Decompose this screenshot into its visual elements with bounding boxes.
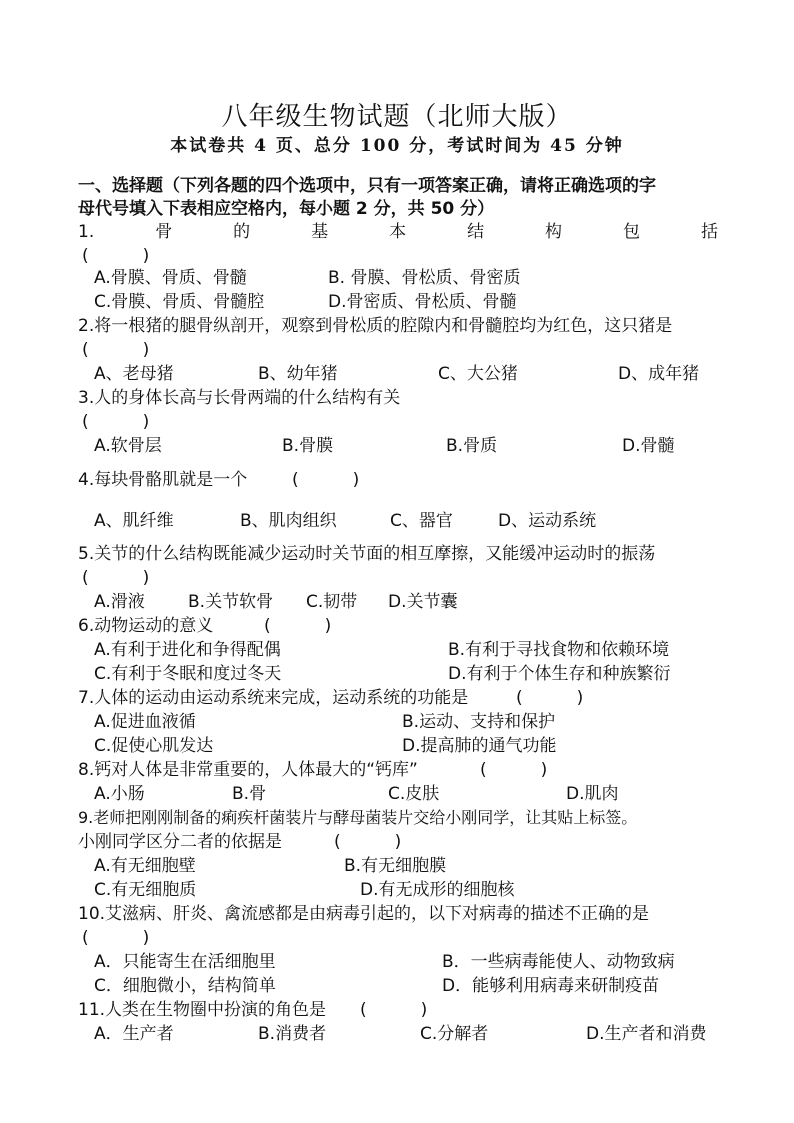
- q2-option-c: C、大公猪: [438, 364, 518, 384]
- q4-option-d: D、运动系统: [498, 511, 597, 531]
- question-9-stem: 9.老师把刚刚制备的痢疾杆菌装片与酵母菌装片交给小刚同学，让其贴上标签。: [78, 808, 638, 827]
- q1-option-b: B. 骨膜、骨松质、骨密质: [328, 268, 521, 288]
- question-10-blank: ( ): [82, 928, 150, 948]
- q2-option-b: B、幼年猪: [258, 364, 338, 384]
- q7-option-a: A.促进血液循: [94, 712, 196, 732]
- q1-option-d: D.骨密质、骨松质、骨髓: [328, 292, 517, 312]
- q2-option-d: D、成年猪: [618, 364, 700, 384]
- q3-option-d: D.骨髓: [622, 436, 675, 456]
- q5-option-b: B.关节软骨: [188, 592, 274, 612]
- q8-option-c: C.皮肤: [388, 784, 440, 804]
- q10-option-c: C．细胞微小，结构简单: [94, 976, 276, 996]
- q5-option-a: A.滑液: [94, 592, 145, 612]
- question-4-blank: ( ): [292, 470, 360, 490]
- q10-option-b: B．一些病毒能使人、动物致病: [442, 952, 675, 972]
- exam-subtitle: 本试卷共 4 页、总分 100 分，考试时间为 45 分钟: [170, 136, 624, 156]
- question-5-blank: ( ): [82, 568, 150, 588]
- question-2-stem: 2.将一根猪的腿骨纵剖开，观察到骨松质的腔隙内和骨髓腔均为红色，这只猪是: [78, 316, 673, 336]
- question-2-blank: ( ): [82, 340, 150, 360]
- question-8-blank: ( ): [480, 760, 548, 780]
- question-3-blank: ( ): [82, 412, 150, 432]
- question-4-stem: 4.每块骨骼肌就是一个: [78, 470, 248, 490]
- q6-option-a: A.有利于进化和争得配偶: [94, 640, 281, 660]
- q4-option-c: C、器官: [390, 511, 453, 531]
- question-11-blank: ( ): [360, 1000, 428, 1020]
- q9-option-d: D.有无成形的细胞核: [360, 880, 515, 900]
- q2-option-a: A、老母猪: [94, 364, 174, 384]
- q6-option-b: B.有利于寻找食物和依赖环境: [448, 640, 670, 660]
- question-1-blank: ( ): [82, 246, 150, 266]
- question-3-stem: 3.人的身体长高与长骨两端的什么结构有关: [78, 388, 401, 408]
- question-1-stem: 1. 骨 的 基 本 结 构 包 括: [78, 222, 718, 242]
- q6-option-d: D.有利于个体生存和种族繁衍: [448, 664, 671, 684]
- question-5-stem: 5.关节的什么结构既能减少运动时关节面的相互摩擦，又能缓冲运动时的振荡: [78, 544, 656, 564]
- q3-option-a: A.软骨层: [94, 436, 162, 456]
- q3-option-c: B.骨质: [446, 436, 498, 456]
- q9-option-c: C.有无细胞质: [94, 880, 197, 900]
- question-9-stem-cont: 小刚同学区分二者的依据是: [78, 832, 282, 852]
- q4-option-a: A、肌纤维: [94, 511, 174, 531]
- q10-option-a: A．只能寄生在活细胞里: [94, 952, 276, 972]
- question-10-stem: 10.艾滋病、肝炎、禽流感都是由病毒引起的，以下对病毒的描述不正确的是: [78, 904, 650, 924]
- question-7-blank: ( ): [516, 688, 584, 708]
- q10-option-d: D．能够利用病毒来研制疫苗: [442, 976, 660, 996]
- q7-option-b: B.运动、支持和保护: [402, 712, 556, 732]
- q6-option-c: C.有利于冬眠和度过冬天: [94, 664, 282, 684]
- question-6-stem: 6.动物运动的意义: [78, 616, 214, 636]
- q9-option-b: B.有无细胞膜: [344, 856, 447, 876]
- q11-option-a: A．生产者: [94, 1024, 174, 1044]
- question-8-stem: 8.钙对人体是非常重要的，人体最大的“钙库”: [78, 760, 418, 780]
- q4-option-b: B、肌肉组织: [240, 511, 337, 531]
- q7-option-c: C.促使心肌发达: [94, 736, 214, 756]
- exam-title: 八年级生物试题（北师大版）: [221, 102, 573, 132]
- section-heading-line1: 一、选择题（下列各题的四个选项中，只有一项答案正确，请将正确选项的字: [78, 176, 656, 196]
- q5-option-c: C.韧带: [306, 592, 358, 612]
- question-11-stem: 11.人类在生物圈中扮演的角色是: [78, 1000, 327, 1020]
- q11-option-b: B.消费者: [258, 1024, 327, 1044]
- q11-option-d: D.生产者和消费: [586, 1024, 707, 1044]
- q5-option-d: D.关节囊: [388, 592, 458, 612]
- q8-option-b: B.骨: [232, 784, 267, 804]
- q11-option-c: C.分解者: [420, 1024, 489, 1044]
- q8-option-a: A.小肠: [94, 784, 145, 804]
- question-7-stem: 7.人体的运动由运动系统来完成，运动系统的功能是: [78, 688, 469, 708]
- q1-option-a: A.骨膜、骨质、骨髓: [94, 268, 247, 288]
- question-9-blank: ( ): [334, 832, 402, 852]
- q9-option-a: A.有无细胞壁: [94, 856, 196, 876]
- question-6-blank: ( ): [264, 616, 332, 636]
- section-heading-line2: 母代号填入下表相应空格内，每小题 2 分，共 50 分）: [78, 199, 495, 219]
- q8-option-d: D.肌肉: [566, 784, 619, 804]
- q7-option-d: D.提高肺的通气功能: [402, 736, 557, 756]
- q1-option-c: C.骨膜、骨质、骨髓腔: [94, 292, 265, 312]
- q3-option-b: B.骨膜: [282, 436, 334, 456]
